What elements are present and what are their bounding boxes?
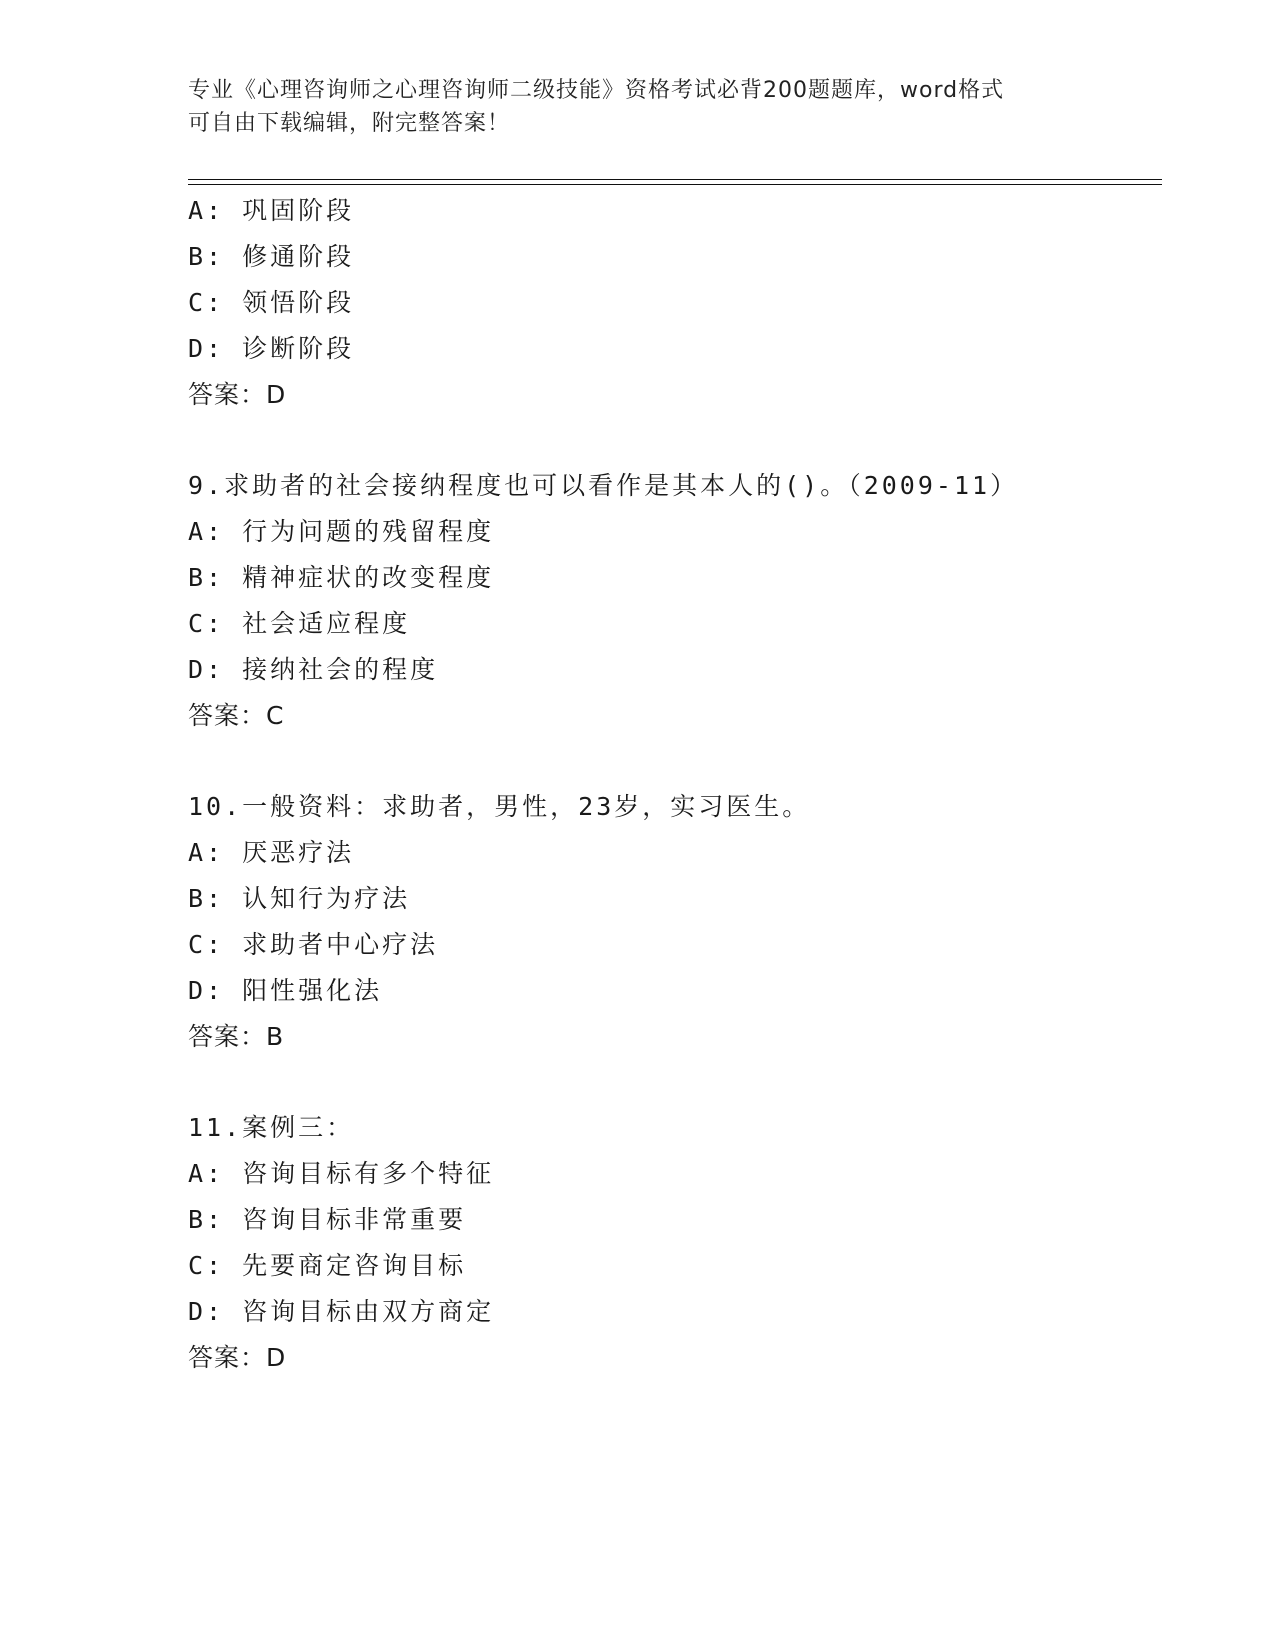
- question-block-10: [188, 784, 1162, 1060]
- option-c: C: 先要商定咨询目标: [188, 1251, 467, 1280]
- option-b: B: 修通阶段: [188, 242, 355, 271]
- option-d: D: 接纳社会的程度: [188, 655, 439, 684]
- option-d: D: 咨询目标由双方商定: [188, 1297, 495, 1326]
- option-d: D: 阳性强化法: [188, 976, 383, 1005]
- question-text: 9.求助者的社会接纳程度也可以看作是其本人的()。（2009-11）: [188, 471, 1019, 500]
- option-c: C: 领悟阶段: [188, 288, 355, 317]
- answer-label: 答案：C: [188, 701, 285, 730]
- option-a: A: 咨询目标有多个特征: [188, 1159, 495, 1188]
- header-divider-top: [188, 179, 1162, 180]
- option-d: D: 诊断阶段: [188, 334, 355, 363]
- answer-label: 答案：B: [188, 1022, 285, 1051]
- block-spacer: [188, 418, 1162, 463]
- question-list: [188, 188, 1162, 1381]
- option-a: A: 厌恶疗法: [188, 838, 355, 867]
- block-spacer: [188, 1060, 1162, 1105]
- option-b: B: 精神症状的改变程度: [188, 563, 495, 592]
- option-c: C: 社会适应程度: [188, 609, 411, 638]
- answer-label: 答案：D: [188, 380, 287, 409]
- header-divider-bottom: [188, 184, 1162, 185]
- option-a: A: 巩固阶段: [188, 196, 355, 225]
- answer-label: 答案：D: [188, 1343, 287, 1372]
- header-line-1: 专业《心理咨询师之心理咨询师二级技能》资格考试必背200题题库，word格式: [188, 78, 1005, 103]
- option-c: C: 求助者中心疗法: [188, 930, 439, 959]
- document-header: [188, 74, 1088, 140]
- block-spacer: [188, 739, 1162, 784]
- question-block-8: [188, 188, 1162, 418]
- question-block-11: [188, 1105, 1162, 1381]
- option-b: B: 认知行为疗法: [188, 884, 411, 913]
- question-text: 10.一般资料：求助者，男性，23岁，实习医生。: [188, 792, 811, 821]
- option-a: A: 行为问题的残留程度: [188, 517, 495, 546]
- question-block-9: [188, 463, 1162, 739]
- header-line-2: 可自由下载编辑，附完整答案！: [188, 111, 511, 136]
- question-text: 11.案例三：: [188, 1113, 355, 1142]
- option-b: B: 咨询目标非常重要: [188, 1205, 467, 1234]
